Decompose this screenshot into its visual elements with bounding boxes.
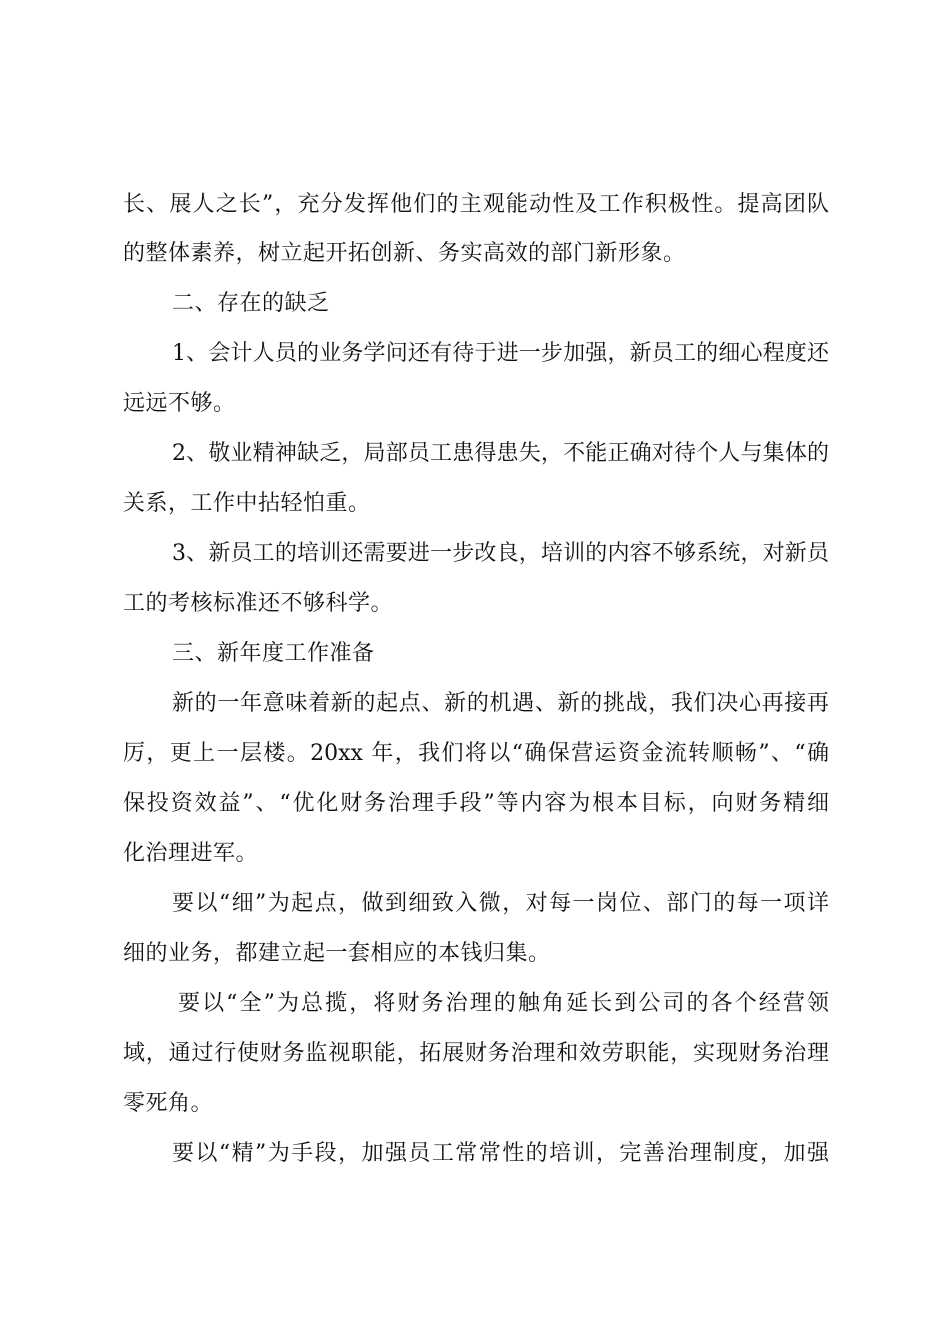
paragraph-line: 关系，工作中拈轻怕重。 xyxy=(123,491,371,516)
paragraph-line: 要以“细”为起点，做到细致入微，对每一岗位、部门的每一项详 xyxy=(172,891,829,916)
paragraph-line: 化治理进军。 xyxy=(123,841,259,866)
section-heading-new-year-plan: 三、新年度工作准备 xyxy=(172,641,375,666)
paragraph-line: 厉，更上一层楼。20xx 年，我们将以“确保营运资金流转顺畅”、“确 xyxy=(123,741,829,766)
paragraph-line: 3、新员工的培训还需要进一步改良，培训的内容不够系统，对新员 xyxy=(172,541,829,566)
paragraph-line: 零死角。 xyxy=(123,1091,214,1116)
paragraph-line: 1、会计人员的业务学问还有待于进一步加强，新员工的细心程度还 xyxy=(172,341,829,366)
paragraph-line: 长、展人之长”，充分发挥他们的主观能动性及工作积极性。提高团队 xyxy=(123,192,829,217)
paragraph-line: 要以“精”为手段，加强员工常常性的培训，完善治理制度，加强 xyxy=(172,1141,829,1166)
section-heading-shortcomings: 二、存在的缺乏 xyxy=(172,291,330,316)
paragraph-line: 的整体素养，树立起开拓创新、务实高效的部门新形象。 xyxy=(123,241,686,266)
paragraph-line: 要以“全”为总揽，将财务治理的触角延长到公司的各个经营领 xyxy=(178,991,829,1016)
paragraph-line: 工的考核标准还不够科学。 xyxy=(123,591,394,616)
paragraph-line: 细的业务，都建立起一套相应的本钱归集。 xyxy=(123,941,551,966)
paragraph-line: 新的一年意味着新的起点、新的机遇、新的挑战，我们决心再接再 xyxy=(172,691,829,716)
paragraph-line: 2、敬业精神缺乏，局部员工患得患失，不能正确对待个人与集体的 xyxy=(172,441,829,466)
paragraph-line: 远远不够。 xyxy=(123,391,236,416)
paragraph-line: 保投资效益”、“优化财务治理手段”等内容为根本目标，向财务精细 xyxy=(123,791,829,816)
paragraph-line: 域，通过行使财务监视职能，拓展财务治理和效劳职能，实现财务治理 xyxy=(123,1041,829,1066)
